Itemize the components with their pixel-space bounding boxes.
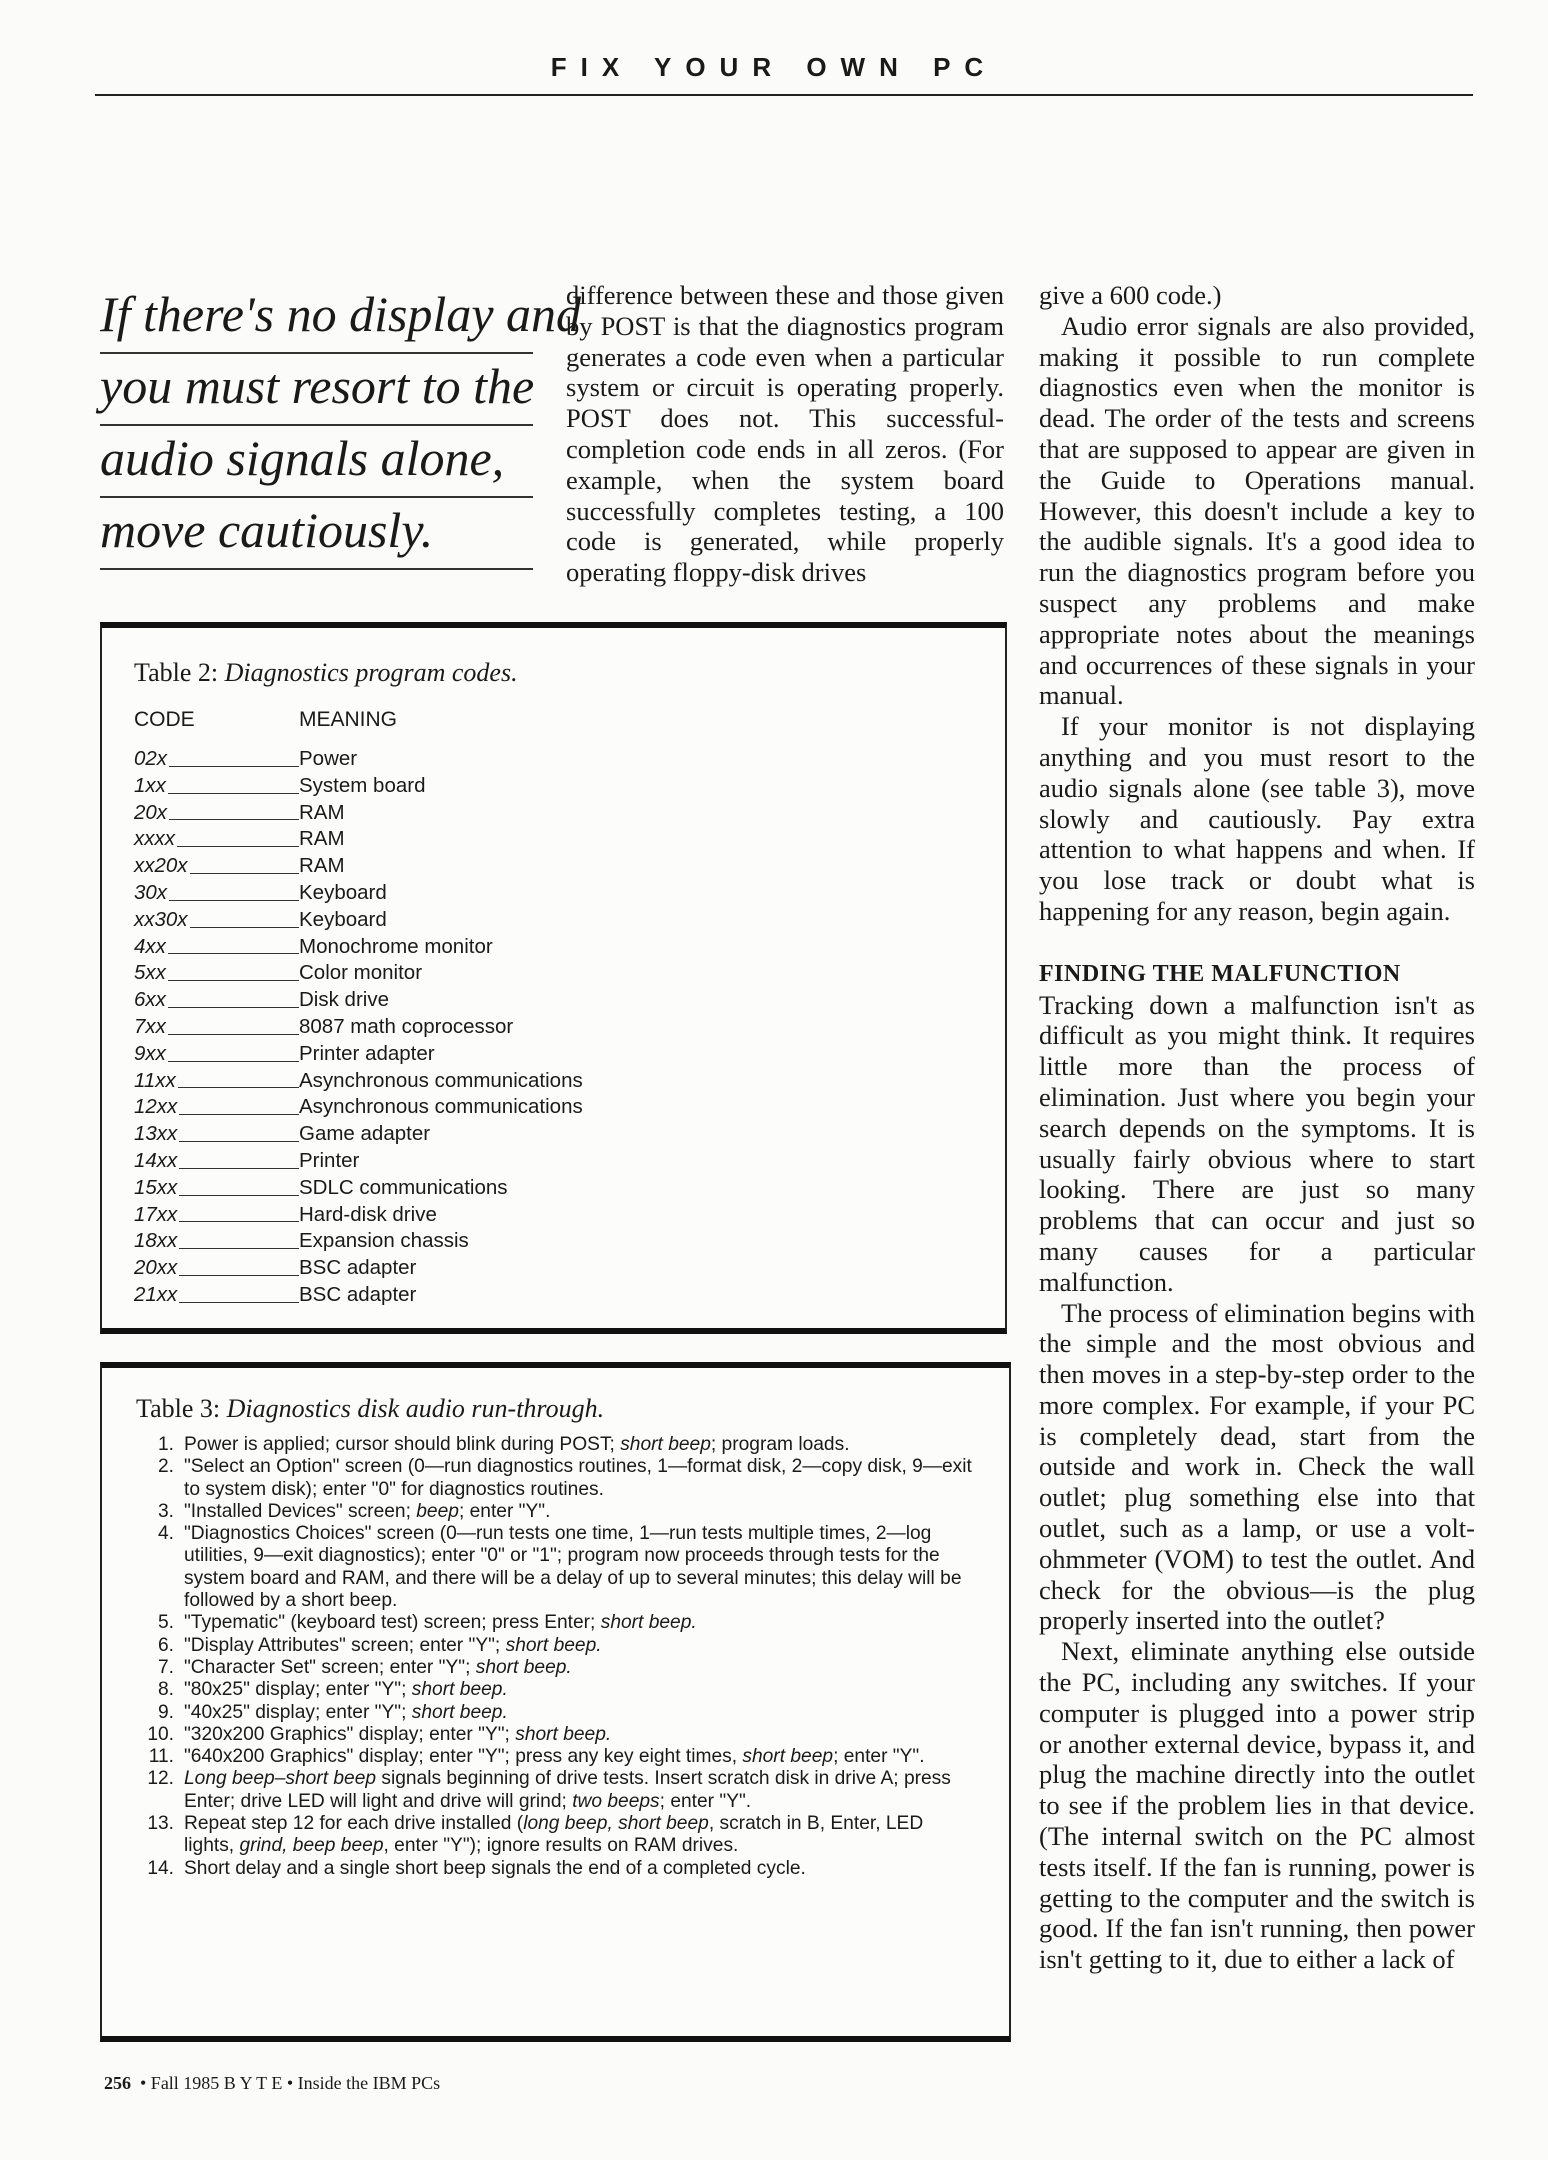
code-cell bbox=[134, 1121, 299, 1148]
table-row bbox=[134, 1068, 583, 1095]
code-cell bbox=[134, 987, 299, 1014]
running-head: FIX YOUR OWN PC bbox=[550, 52, 998, 82]
list-item bbox=[136, 1657, 976, 1679]
meaning-cell: Expansion chassis bbox=[299, 1229, 469, 1253]
meaning-cell: Power bbox=[299, 747, 358, 770]
list-item-text: Short delay and a single short beep signals the end of a completed cycle. bbox=[184, 1857, 806, 1879]
code-cell bbox=[134, 1094, 299, 1121]
meaning-cell: Hard-disk drive bbox=[299, 1202, 437, 1226]
table-row bbox=[134, 960, 583, 987]
meaning-cell: RAM bbox=[299, 800, 345, 824]
table-header bbox=[134, 708, 397, 732]
list-item-number: 7. bbox=[157, 1656, 174, 1678]
body-column-right bbox=[1039, 280, 1475, 1975]
list-item-number: 5. bbox=[157, 1612, 174, 1634]
list-item-number: 2. bbox=[157, 1456, 174, 1478]
code-cell bbox=[134, 1014, 299, 1041]
table-row bbox=[134, 987, 583, 1014]
table-title: Diagnostics disk audio run-through. bbox=[226, 1394, 605, 1423]
code-value: 11xx bbox=[134, 1068, 176, 1092]
list-item-text: Repeat step 12 for each drive installed (long beep, short beep, scratch in B, Enter, LED lights, grind, beep beep, enter "Y"); ignore results on RAM drives. bbox=[184, 1813, 924, 1857]
code-value: 18xx bbox=[134, 1229, 178, 1253]
code-value: 5xx bbox=[134, 961, 166, 985]
code-cell bbox=[134, 960, 299, 987]
list-item-number: 12. bbox=[147, 1768, 174, 1790]
table-row bbox=[134, 1041, 583, 1068]
body-column-middle bbox=[566, 280, 1004, 588]
meaning-cell: Disk drive bbox=[299, 988, 389, 1012]
code-cell bbox=[134, 1255, 299, 1282]
list-item bbox=[136, 1724, 976, 1746]
table-row bbox=[134, 1175, 583, 1202]
code-cell bbox=[134, 1068, 299, 1095]
table-row bbox=[134, 853, 583, 880]
list-item-text: "Diagnostics Choices" screen (0—run tests one time, 1—run tests multiple times, 2—log utilities, 9—exit diagnostics); enter "0" or "1"; program now proceeds through tests for the system board and RAM, and there will be a delay of up to several minutes; this delay will be followed by a short beep. bbox=[184, 1523, 962, 1612]
code-cell bbox=[134, 1282, 299, 1309]
page-footer bbox=[104, 2073, 440, 2094]
table-row bbox=[134, 1121, 583, 1148]
footer-text: • Fall 1985 B Y T E • Inside the IBM PCs bbox=[140, 2073, 441, 2093]
code-cell bbox=[134, 1148, 299, 1175]
code-value: 15xx bbox=[134, 1175, 178, 1199]
pull-quote-line: move cautiously. bbox=[100, 498, 533, 570]
section-heading: FINDING THE MALFUNCTION bbox=[1039, 960, 1401, 987]
meaning-cell: Monochrome monitor bbox=[299, 934, 493, 958]
meaning-cell: Printer adapter bbox=[299, 1041, 435, 1065]
code-cell bbox=[134, 773, 299, 800]
list-item bbox=[136, 1434, 976, 1456]
header-rule bbox=[95, 94, 1473, 96]
code-value: 1xx bbox=[134, 773, 166, 797]
code-value: 17xx bbox=[134, 1202, 178, 1226]
table-label: Table 2: bbox=[134, 658, 219, 687]
table-caption bbox=[136, 1394, 604, 1424]
list-item-number: 14. bbox=[147, 1857, 174, 1879]
list-item-text: "Select an Option" screen (0—run diagnostics routines, 1—format disk, 2—copy disk, 9—exit to system disk); enter "0" for diagnostics routines. bbox=[184, 1456, 972, 1500]
meaning-cell: BSC adapter bbox=[299, 1282, 417, 1306]
paragraph: Next, eliminate anything else outside the PC, including any switches. If your computer is plugged into a power strip or another external device, bypass it, and plug the machine directly into the outlet to see if the problem lies in that device. (The internal switch on the PC almost tests itself. If the fan is running, power is getting to the computer and the switch is good. If the fan isn't running, then power isn't getting to it, due to either a lack of bbox=[1039, 1636, 1475, 1975]
table-label: Table 3: bbox=[136, 1394, 221, 1423]
list-item-number: 3. bbox=[157, 1500, 174, 1522]
code-cell bbox=[134, 880, 299, 907]
meaning-cell: RAM bbox=[299, 827, 345, 851]
meaning-cell: Asynchronous communications bbox=[299, 1095, 583, 1119]
list-item bbox=[136, 1768, 976, 1813]
meaning-cell: Asynchronous communications bbox=[299, 1068, 583, 1092]
code-cell bbox=[134, 934, 299, 961]
list-item bbox=[136, 1813, 976, 1858]
list-item bbox=[136, 1635, 976, 1657]
code-value: 30x bbox=[134, 880, 168, 904]
code-cell bbox=[134, 826, 299, 853]
table-caption bbox=[134, 658, 518, 688]
meaning-cell: Keyboard bbox=[299, 880, 387, 904]
code-value: 02x bbox=[134, 747, 168, 770]
list-item-text: "Character Set" screen; enter "Y"; short beep. bbox=[184, 1656, 572, 1678]
column-header-code: CODE bbox=[134, 708, 195, 731]
list-item-number: 8. bbox=[157, 1679, 174, 1701]
table-row bbox=[134, 1094, 583, 1121]
list-item bbox=[136, 1456, 976, 1501]
meaning-cell: BSC adapter bbox=[299, 1256, 417, 1280]
meaning-cell: Game adapter bbox=[299, 1122, 431, 1146]
paragraph: Audio error signals are also provided, making it possible to run complete diagnostics even when the monitor is dead. The order of the tests and screens that are supposed to appear are given in the Guide to Operations manual. However, this doesn't include a key to the audible signals. It's a good idea to run the diagnostics program before you suspect any problems and make appropriate notes about the meanings and occurrences of these signals in your manual. bbox=[1039, 310, 1475, 711]
list-item bbox=[136, 1746, 976, 1768]
code-cell bbox=[134, 1041, 299, 1068]
list-item-text: Long beep–short beep signals beginning of drive tests. Insert scratch disk in drive A; press Enter; drive LED will light and drive will grind; two beeps; enter "Y". bbox=[184, 1768, 951, 1812]
code-value: 20xx bbox=[134, 1256, 178, 1280]
table-row bbox=[134, 1202, 583, 1229]
list-item-number: 10. bbox=[147, 1723, 174, 1745]
code-cell bbox=[134, 1228, 299, 1255]
list-item-text: "80x25" display; enter "Y"; short beep. bbox=[184, 1679, 508, 1701]
pull-quote bbox=[100, 282, 582, 570]
table-row bbox=[134, 800, 583, 827]
code-value: 9xx bbox=[134, 1041, 166, 1065]
code-value: xx30x bbox=[134, 907, 188, 931]
code-value: 20x bbox=[134, 800, 168, 824]
code-cell bbox=[134, 1202, 299, 1229]
code-cell bbox=[134, 746, 299, 773]
meaning-cell: Printer bbox=[299, 1148, 360, 1172]
table-row bbox=[134, 934, 583, 961]
code-value: 4xx bbox=[134, 934, 166, 958]
list-item bbox=[136, 1501, 976, 1523]
list-item-number: 1. bbox=[157, 1434, 174, 1455]
code-value: 12xx bbox=[134, 1095, 178, 1119]
numbered-list bbox=[136, 1434, 976, 1880]
paragraph: Tracking down a malfunction isn't as difficult as you might think. It requires little more than the process of elimination. Just where you begin your search depends on the symptoms. It is usually fairly obvious where to start looking. There are just so many problems that can occur and just so many causes for a particular malfunction. bbox=[1039, 989, 1475, 1297]
paragraph: If your monitor is not displaying anything and you must resort to the audio signals alone (see table 3), move slowly and cautiously. Pay extra attention to what happens and when. If you lose track or doubt what is happening for any reason, begin again. bbox=[1039, 711, 1475, 926]
table-row bbox=[134, 1255, 583, 1282]
code-cell bbox=[134, 800, 299, 827]
code-value: xxxx bbox=[134, 827, 175, 851]
table-title: Diagnostics program codes. bbox=[224, 658, 518, 687]
list-item-text: "Typematic" (keyboard test) screen; press Enter; short beep. bbox=[184, 1612, 697, 1634]
table-row bbox=[134, 773, 583, 800]
meaning-cell: Color monitor bbox=[299, 961, 423, 985]
table-row bbox=[134, 746, 583, 773]
table-2 bbox=[100, 622, 1007, 1334]
code-value: xx20x bbox=[134, 854, 188, 878]
table-row bbox=[134, 1228, 583, 1255]
pull-quote-line: audio signals alone, bbox=[100, 426, 533, 498]
paragraph: The process of elimination begins with the simple and the most obvious and then moves in a step-by-step order to the more complex. For example, if your PC is completely dead, start from the outside and work in. Check the wall outlet; plug something else into that outlet, such as a lamp, or use a volt-ohmmeter (VOM) to test the outlet. And check for the obvious—is the plug properly inserted into the outlet? bbox=[1039, 1297, 1475, 1636]
code-cell bbox=[134, 853, 299, 880]
list-item-number: 9. bbox=[157, 1701, 174, 1723]
list-item bbox=[136, 1858, 976, 1880]
column-header-meaning: MEANING bbox=[299, 708, 398, 731]
code-value: 14xx bbox=[134, 1148, 178, 1172]
table-3 bbox=[100, 1362, 1011, 2042]
page-number: 256 bbox=[104, 2073, 131, 2093]
meaning-cell: SDLC communications bbox=[299, 1175, 508, 1199]
meaning-cell: 8087 math coprocessor bbox=[299, 1014, 514, 1038]
list-item-text: "Installed Devices" screen; beep; enter "Y". bbox=[184, 1500, 551, 1522]
list-item bbox=[136, 1612, 976, 1634]
meaning-cell: System board bbox=[299, 773, 426, 797]
list-item bbox=[136, 1702, 976, 1724]
code-cell bbox=[134, 907, 299, 934]
list-item-text: "40x25" display; enter "Y"; short beep. bbox=[184, 1701, 508, 1723]
table-row bbox=[134, 1148, 583, 1175]
list-item bbox=[136, 1523, 976, 1612]
meaning-cell: RAM bbox=[299, 854, 345, 878]
table-row bbox=[134, 1282, 583, 1309]
pull-quote-line: If there's no display and bbox=[100, 282, 533, 354]
list-item-number: 4. bbox=[157, 1523, 174, 1545]
table-row bbox=[134, 826, 583, 853]
list-item-text: "Display Attributes" screen; enter "Y"; short beep. bbox=[184, 1634, 602, 1656]
list-item-number: 6. bbox=[157, 1634, 174, 1656]
code-value: 6xx bbox=[134, 988, 166, 1012]
list-item-text: "640x200 Graphics" display; enter "Y"; press any key eight times, short beep; enter "Y". bbox=[184, 1746, 925, 1768]
list-item-text: "320x200 Graphics" display; enter "Y"; short beep. bbox=[184, 1723, 612, 1745]
table-row bbox=[134, 1014, 583, 1041]
table-body bbox=[134, 746, 583, 1309]
table-row bbox=[134, 907, 583, 934]
list-item-number: 11. bbox=[148, 1746, 174, 1768]
table-row bbox=[134, 880, 583, 907]
code-value: 13xx bbox=[134, 1122, 178, 1146]
meaning-cell: Keyboard bbox=[299, 907, 387, 931]
list-item-text: Power is applied; cursor should blink during POST; short beep; program loads. bbox=[184, 1434, 850, 1455]
code-value: 7xx bbox=[134, 1014, 166, 1038]
pull-quote-line: you must resort to the bbox=[100, 354, 533, 426]
list-item bbox=[136, 1679, 976, 1701]
paragraph: give a 600 code.) bbox=[1039, 280, 1222, 310]
code-value: 21xx bbox=[134, 1282, 178, 1306]
list-item-number: 13. bbox=[147, 1813, 174, 1835]
paragraph: difference between these and those given by POST is that the diagnostics program generates a code even when a particular system or circuit is operating properly. POST does not. This successful-completion code ends in all zeros. (For example, when the system board successfully completes testing, a 100 code is generated, while properly operating floppy-disk drives bbox=[566, 280, 1004, 588]
code-cell bbox=[134, 1175, 299, 1202]
